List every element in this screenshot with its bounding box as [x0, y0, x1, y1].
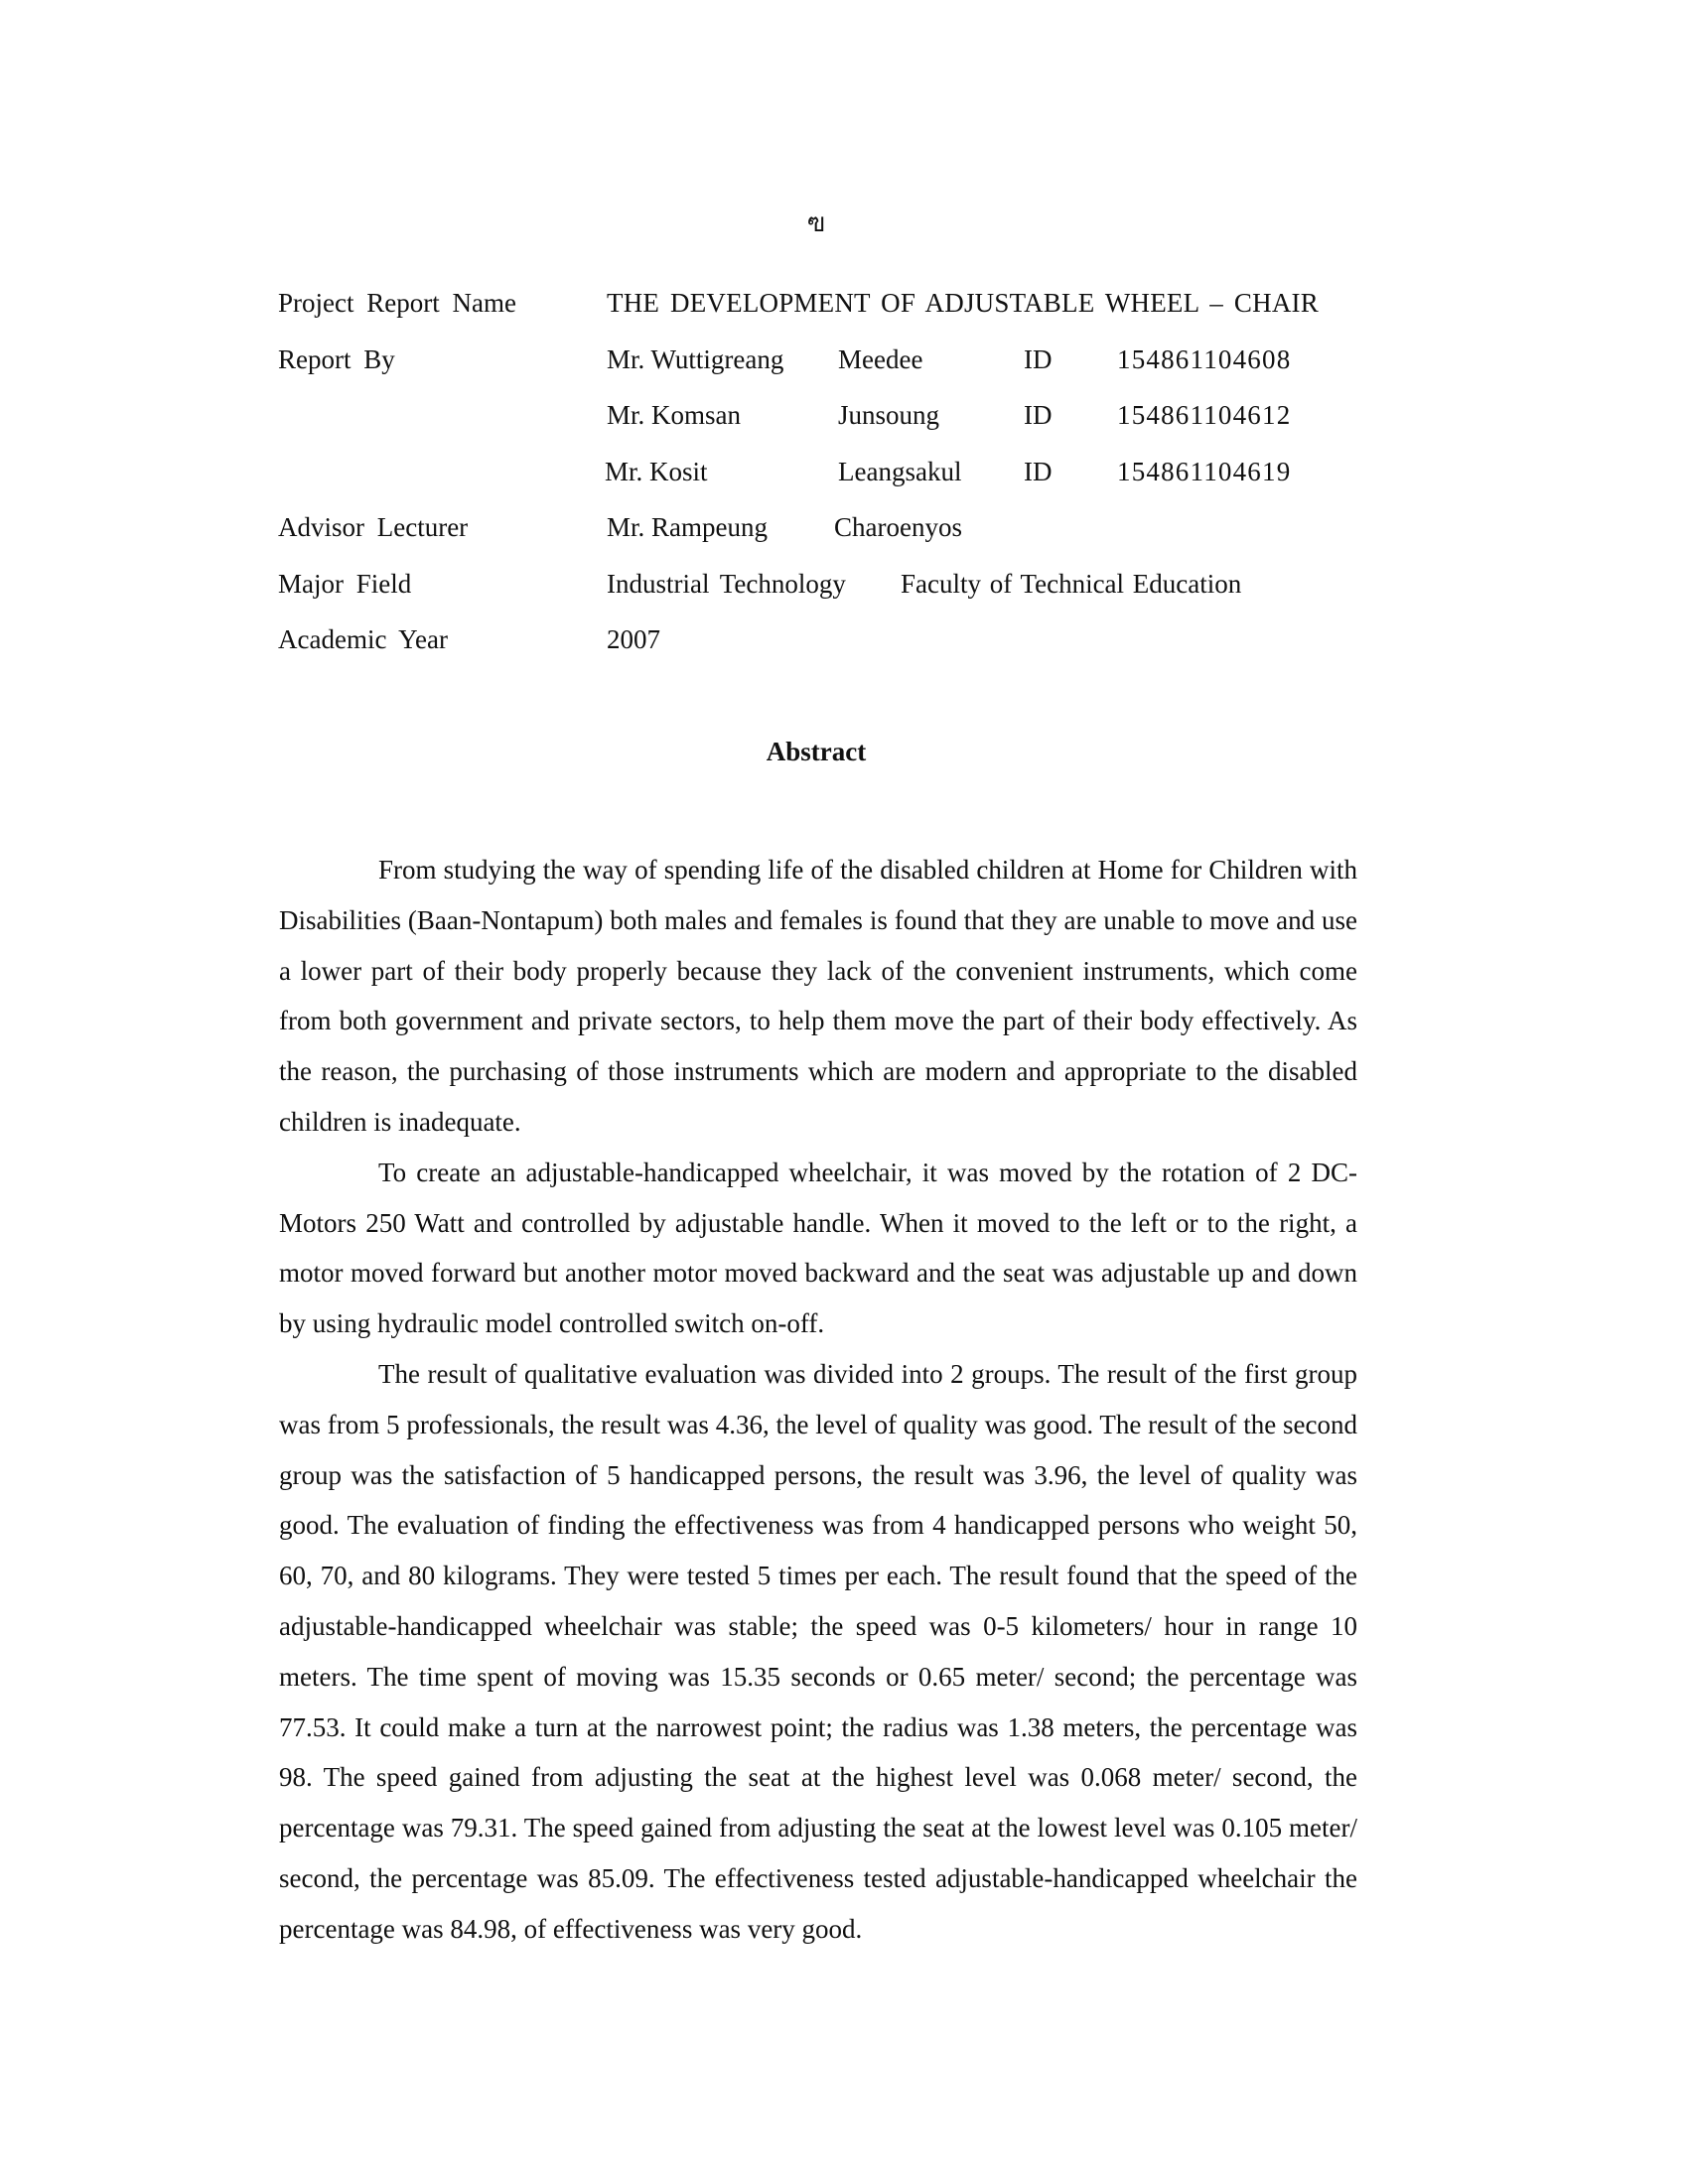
author-id: 154861104619: [1117, 456, 1292, 486]
author-id-label: ID: [1024, 343, 1053, 374]
abstract-paragraph: To create an adjustable-handicapped wheelchair, it was moved by the rotation of 2 DC-Motors 250 Watt and controlled by adjustable handle. When it moved to the left or to the right, a motor moved forward but another motor moved backward and the seat was adjustable up and down by using hydraulic model controlled switch on-off.: [279, 1157, 1357, 1339]
author-first-name: Mr. Kosit: [605, 456, 708, 486]
author-row: [278, 400, 1370, 457]
major-field-row: [278, 569, 1370, 625]
author-row: [278, 457, 1370, 513]
author-id: 154861104608: [1117, 343, 1292, 374]
academic-year-value: 2007: [607, 624, 660, 654]
report-by-label: Report By: [278, 343, 395, 374]
project-name-row: [278, 288, 1370, 344]
author-id-label: ID: [1024, 456, 1053, 486]
advisor-row: [278, 512, 1370, 569]
academic-year-label: Academic Year: [278, 624, 448, 654]
report-metadata: [278, 288, 1370, 681]
major-field-label: Major Field: [278, 568, 412, 599]
abstract-body: [279, 845, 1357, 1955]
project-name-label: Project Report Name: [278, 288, 516, 318]
abstract-paragraph: The result of qualitative evaluation was divided into 2 groups. The result of the first group was from 5 professionals, the result was 4.36, the level of quality was good. The result of the second group was the satisfaction of 5 handicapped persons, the result was 3.96, the level of quality was good. The evaluation of finding the effectiveness was from 4 handicapped persons who weight 50, 60, 70, and 80 kilograms. They were tested 5 times per each. The result found that the speed of the adjustable-handicapped wheelchair was stable; the speed was 0-5 kilometers/ hour in range 10 meters. The time spent of moving was 15.35 seconds or 0.65 meter/ second; the percentage was 77.53. It could make a turn at the narrowest point; the radius was 1.38 meters, the percentage was 98. The speed gained from adjusting the seat at the highest level was 0.068 meter/ second, the percentage was 79.31. The speed gained from adjusting the seat at the lowest level was 0.105 meter/ second, the percentage was 85.09. The effectiveness tested adjustable-handicapped wheelchair the percentage was 84.98, of effectiveness was very good.: [279, 1358, 1357, 1944]
advisor-label: Advisor Lecturer: [278, 512, 469, 542]
author-last-name: Leangsakul: [838, 456, 962, 486]
faculty-value: Faculty of Technical Education: [901, 568, 1242, 599]
academic-year-row: [278, 624, 1370, 681]
author-first-name: Mr. Komsan: [607, 400, 741, 430]
abstract-paragraph: From studying the way of spending life of the disabled children at Home for Children with Disabilities (Baan-Nontapum) both males and females is found that they are unable to move and use a lower part of their body properly because they lack of the convenient instruments, which come from both government and private sectors, to help them move the part of their body effectively. As the reason, the purchasing of those instruments which are modern and appropriate to the disabled children is inadequate.: [279, 855, 1357, 1137]
author-last-name: Junsoung: [838, 400, 940, 430]
author-id-label: ID: [1024, 400, 1053, 430]
project-name-value: THE DEVELOPMENT OF ADJUSTABLE WHEEL – CHAIR: [607, 288, 1319, 318]
author-row: [278, 344, 1370, 401]
page-number: ฃ: [806, 208, 826, 237]
author-first-name: Mr. Wuttigreang: [607, 343, 784, 374]
advisor-first-name: Mr. Rampeung: [607, 512, 768, 542]
major-field-value: Industrial Technology: [607, 568, 846, 599]
author-id: 154861104612: [1117, 400, 1292, 430]
abstract-heading: Abstract: [766, 737, 867, 766]
author-last-name: Meedee: [838, 343, 923, 374]
advisor-last-name: Charoenyos: [834, 512, 962, 542]
